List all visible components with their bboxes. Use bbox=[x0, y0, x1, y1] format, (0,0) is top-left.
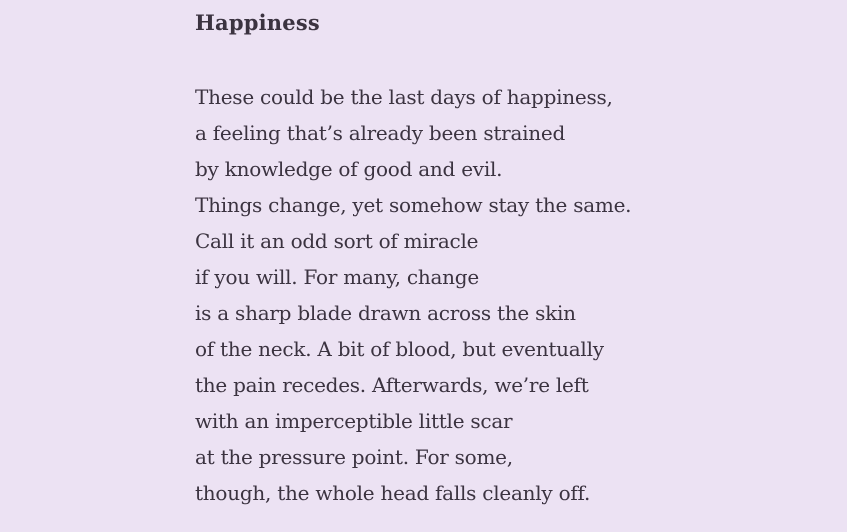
poem-body bbox=[195, 79, 631, 511]
poem-line: though, the whole head falls cleanly off. bbox=[195, 481, 591, 505]
poem-line: These could be the last days of happiness, bbox=[195, 85, 613, 109]
poem-line: at the pressure point. For some, bbox=[195, 445, 513, 469]
poem-line: is a sharp blade drawn across the skin bbox=[195, 301, 576, 325]
poem-line: if you will. For many, change bbox=[195, 265, 479, 289]
poem-line: a feeling that’s already been strained bbox=[195, 121, 566, 145]
poem-line: Call it an odd sort of miracle bbox=[195, 229, 479, 253]
poem-line: with an imperceptible little scar bbox=[195, 409, 513, 433]
poem-line: the pain recedes. Afterwards, we’re left bbox=[195, 373, 589, 397]
poem-line: of the neck. A bit of blood, but eventually bbox=[195, 337, 604, 361]
poem-line: by knowledge of good and evil. bbox=[195, 157, 503, 181]
poem-line: Things change, yet somehow stay the same. bbox=[195, 193, 632, 217]
poem-title: Happiness bbox=[195, 10, 320, 35]
